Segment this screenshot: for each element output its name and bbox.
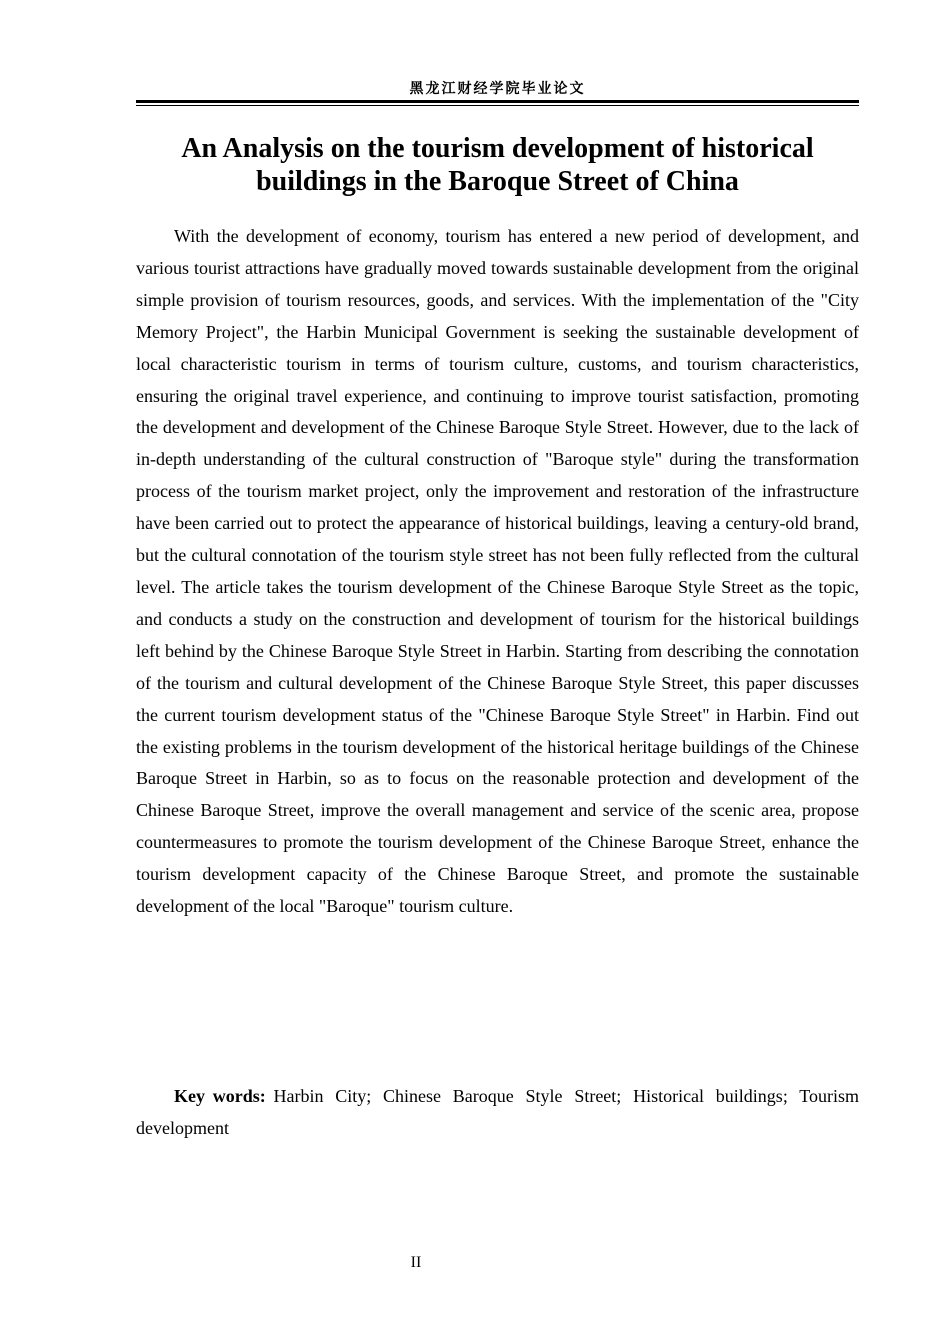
document-title: An Analysis on the tourism development of historical buildings in the Baroque Street of China: [181, 133, 814, 197]
header-rule-thick: [136, 100, 859, 103]
keywords-list: Harbin City; Chinese Baroque Style Street; Historical buildings; Tourism development: [136, 1086, 859, 1138]
keywords-paragraph: [136, 1081, 859, 1145]
running-header: 黑龙江财经学院毕业论文: [409, 81, 586, 97]
page-number: II: [410, 1254, 422, 1271]
abstract-paragraph: With the development of economy, tourism has entered a new period of development, and various tourist attractions have gradually moved towards sustainable development from the original simple provision of tourism resources, goods, and services. With the implementation of the "City Memory Project", the Harbin Municipal Government is seeking the sustainable development of local characteristic tourism in terms of tourism culture, customs, and tourism characteristics, ensuring the original travel experience, and continuing to improve tourist satisfaction, promoting the development and development of the Chinese Baroque Style Street. However, due to the lack of in-depth understanding of the cultural construction of "Baroque style" during the transformation process of the tourism market project, only the improvement and restoration of the infrastructure have been carried out to protect the appearance of historical buildings, leaving a century-old brand, but the cultural connotation of the tourism style street has not been fully reflected from the cultural level. The article takes the tourism development of the Chinese Baroque Style Street as the topic, and conducts a study on the construction and development of tourism for the historical buildings left behind by the Chinese Baroque Style Street in Harbin. Starting from describing the connotation of the tourism and cultural development of the Chinese Baroque Style Street, this paper discusses the current tourism development status of the "Chinese Baroque Style Street" in Harbin. Find out the existing problems in the tourism development of the historical heritage buildings of the Chinese Baroque Street in Harbin, so as to focus on the reasonable protection and development of the Chinese Baroque Street, improve the overall management and service of the scenic area, propose countermeasures to promote the tourism development of the Chinese Baroque Street, enhance the tourism development capacity of the Chinese Baroque Street, and promote the sustainable development of the local "Baroque" tourism culture.: [136, 226, 859, 917]
keywords-label: Key words:: [174, 1086, 266, 1106]
header-rule-thin: [136, 105, 859, 106]
document-page: [136, 0, 859, 1344]
